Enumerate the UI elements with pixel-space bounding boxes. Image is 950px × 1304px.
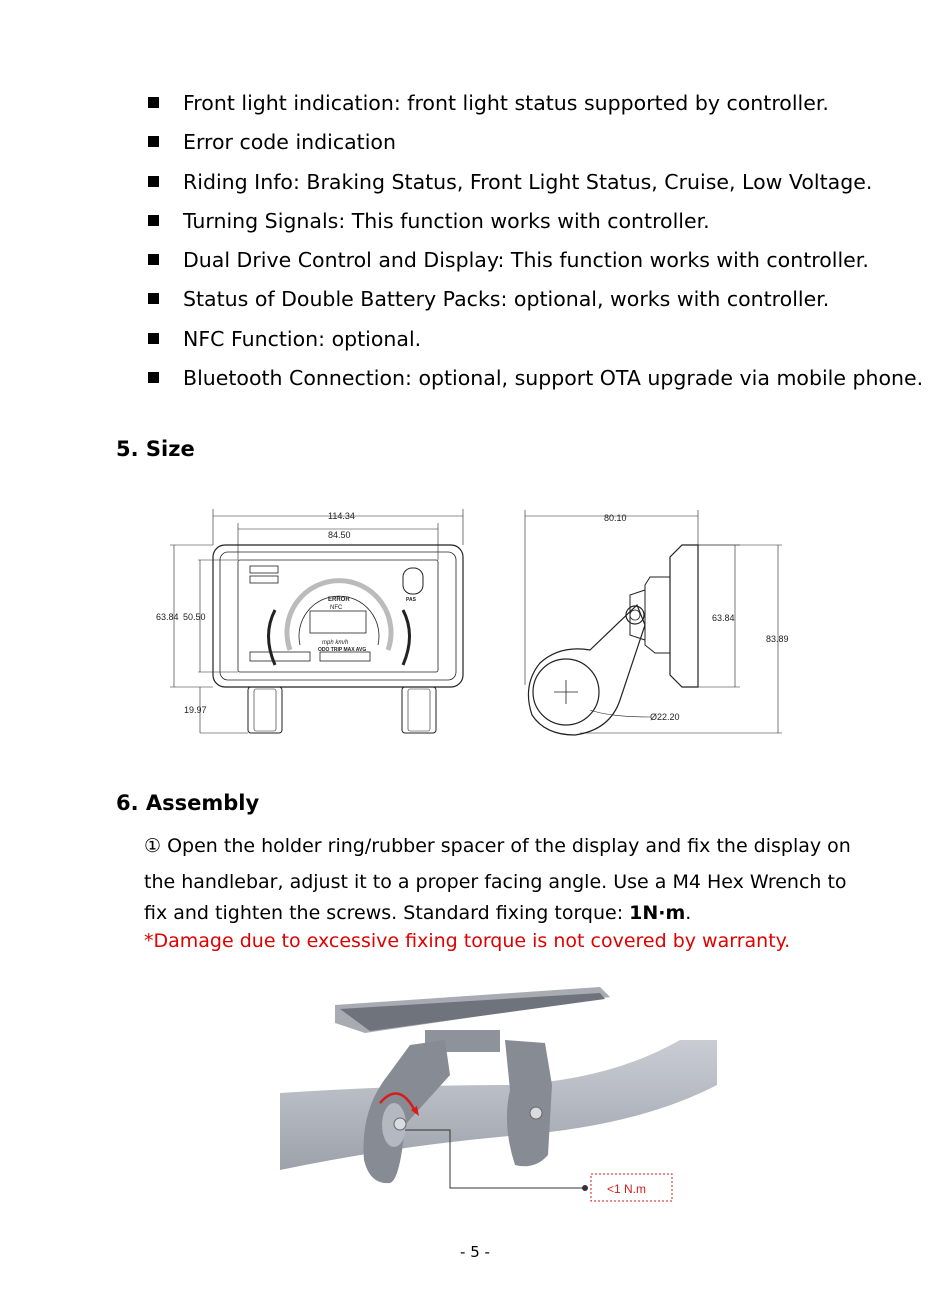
bullet-square-icon	[148, 215, 159, 226]
torque-value: 1N·m	[629, 902, 686, 924]
lcd-pas-label: PAS	[406, 597, 416, 603]
dim-depth: 80.10	[604, 513, 627, 523]
dim-side-height: 63.84	[712, 613, 735, 623]
feature-item: Front light indication: front light status supported by controller.	[146, 88, 906, 127]
feature-item: Dual Drive Control and Display: This function works with controller.	[146, 245, 906, 284]
dim-clamp-diameter: Ø22.20	[650, 712, 680, 722]
feature-item: Riding Info: Braking Status, Front Light Status, Cruise, Low Voltage.	[146, 167, 906, 206]
page-number: - 5 -	[460, 1243, 490, 1261]
torque-callout: <1 N.m	[607, 1182, 647, 1196]
bullet-square-icon	[148, 372, 159, 383]
dim-overall-width: 114.34	[328, 511, 355, 521]
bullet-square-icon	[148, 176, 159, 187]
dim-height: 63.84	[156, 612, 179, 622]
dim-screen-width: 84.50	[328, 530, 351, 540]
assembly-paragraph: ① Open the holder ring/rubber spacer of the display and fix the display on the handlebar, adjust it to a proper facing angle. Use a M4 Hex Wrench to fix and tighten the screws. Standard fixing torque: 1N·m. *Damage due to excessive fixing torque is not covered by warranty.	[116, 832, 876, 955]
feature-item: Error code indication	[146, 127, 906, 166]
feature-item: Status of Double Battery Packs: optional, works with controller.	[146, 284, 906, 323]
bullet-square-icon	[148, 97, 159, 108]
bullet-square-icon	[148, 333, 159, 344]
bullet-square-icon	[148, 254, 159, 265]
warranty-warning: *Damage due to excessive fixing torque is not covered by warranty.	[144, 930, 791, 952]
lcd-nfc-label: NFC	[330, 605, 343, 611]
feature-item: Turning Signals: This function works with controller.	[146, 206, 906, 245]
lcd-modes-label: ODO TRIP MAX AVG	[318, 647, 367, 653]
bullet-square-icon	[148, 136, 159, 147]
assembly-illustration	[280, 985, 720, 1210]
lcd-error-label: ERROR	[328, 597, 350, 603]
dim-screen-height: 50.50	[183, 612, 206, 622]
dimension-drawing	[150, 505, 810, 750]
bullet-square-icon	[148, 293, 159, 304]
dim-mount-height: 19.97	[184, 705, 207, 715]
size-heading: 5. Size	[116, 437, 195, 461]
feature-item: Bluetooth Connection: optional, support OTA upgrade via mobile phone.	[146, 363, 906, 402]
lcd-units-label: mph km/h	[322, 640, 349, 646]
step-marker: ①	[144, 835, 162, 857]
feature-item: NFC Function: optional.	[146, 324, 906, 363]
assembly-heading: 6. Assembly	[116, 791, 260, 815]
dim-overall-height: 83.89	[766, 634, 789, 644]
feature-list	[146, 88, 924, 402]
